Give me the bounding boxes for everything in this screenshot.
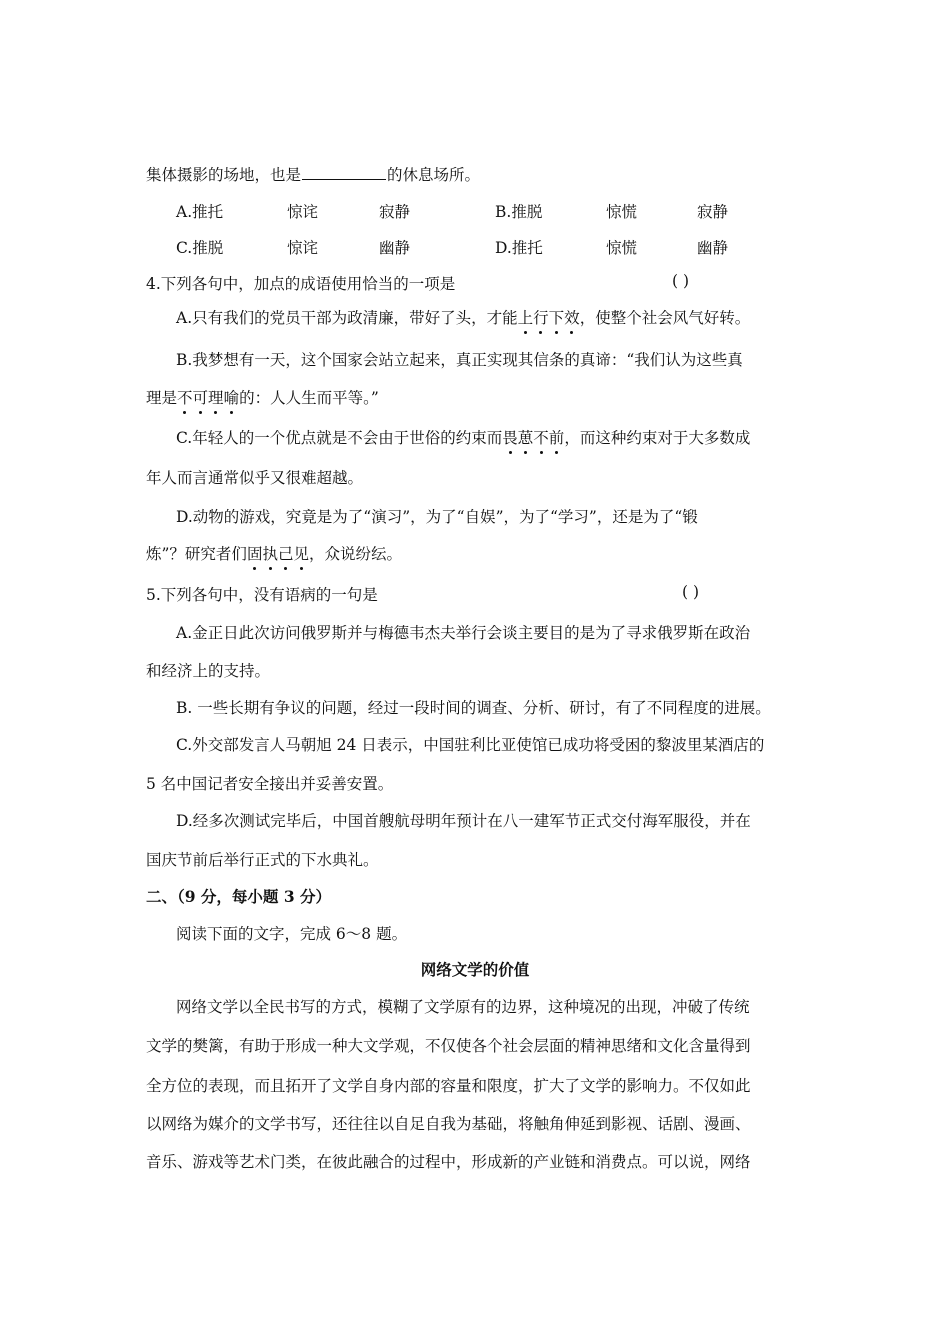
q4-option-a (176, 306, 750, 328)
q3-option-b-word3: 寂静 (697, 203, 729, 221)
q3-stem-tail (146, 163, 480, 185)
emphasis-dotted-char: 执 (262, 545, 278, 563)
q5-option-d-line1: D.经多次测试完毕后，中国首艘航母明年预计在八一建军节正式交付海军服役，并在 (176, 812, 751, 830)
emphasis-dotted-char: 可 (192, 389, 209, 407)
emphasis-dotted-char: 葸 (517, 429, 534, 447)
emphasis-dotted-char: 不 (177, 389, 193, 407)
q4-c-dotted-idiom (502, 429, 564, 447)
q4-b-text-end: 的：人人生而平等。” (239, 389, 379, 407)
q3-option-c-word2: 惊诧 (287, 239, 319, 257)
q5-stem: 5.下列各句中，没有语病的一句是 (146, 586, 378, 604)
q3-option-b-word2: 惊慌 (606, 203, 638, 221)
q3-stem-text-end: 的休息场所。 (387, 166, 481, 184)
q4-d-text: 炼”？研究者们 (146, 545, 247, 563)
q4-a-text: A.只有我们的党员干部为政清廉，带好了头，才能 (176, 309, 518, 327)
q4-d-text-end: ，众说纷纭。 (309, 545, 403, 563)
passage-line: 以网络为媒介的文学书写，还往往以自足自我为基础，将触角伸延到影视、话剧、漫画、 (146, 1115, 751, 1133)
q5-option-d-line2: 国庆节前后举行正式的下水典礼。 (146, 851, 379, 869)
q3-option-c-word3: 幽静 (379, 239, 411, 257)
q4-b-dotted-idiom (177, 389, 239, 407)
q4-c-text: C.年轻人的一个优点就是不会由于世俗的约束而 (176, 429, 503, 447)
emphasis-dotted-char: 理 (208, 389, 224, 407)
q3-option-a-word3: 寂静 (379, 203, 411, 221)
q4-b-text: 理是 (146, 389, 178, 407)
emphasis-dotted-char: 行 (533, 309, 549, 327)
q3-option-a-word2: 惊诧 (287, 203, 319, 221)
q3-option-a-label: A.推托 (176, 203, 224, 221)
emphasis-dotted-char: 喻 (223, 389, 240, 407)
q4-stem: 4.下列各句中，加点的成语使用恰当的一项是 (146, 275, 456, 293)
section-instruction: 阅读下面的文字，完成 6～8 题。 (176, 925, 408, 943)
passage-line: 网络文学以全民书写的方式，模糊了文学原有的边界，这种境况的出现，冲破了传统 (176, 998, 750, 1016)
q4-option-c-line1 (176, 426, 750, 448)
emphasis-dotted-char: 不 (533, 429, 549, 447)
q5-option-a-line2: 和经济上的支持。 (146, 662, 271, 680)
answer-blank (302, 165, 386, 180)
q3-option-d-word3: 幽静 (697, 239, 729, 257)
q5-option-c-line1: C.外交部发言人马朝旭 24 日表示，中国驻利比亚使馆已成功将受困的黎波里某酒店的 (176, 736, 765, 754)
q4-a-text-end: ，使整个社会风气好转。 (579, 309, 751, 327)
emphasis-dotted-char: 前 (548, 429, 565, 447)
emphasis-dotted-char: 下 (548, 309, 565, 327)
q4-option-b-line2 (146, 386, 379, 408)
section-heading: 二、（9 分，每小题 3 分） (146, 887, 332, 906)
passage-line: 音乐、游戏等艺术门类，在彼此融合的过程中，形成新的产业链和消费点。可以说，网络 (146, 1153, 751, 1171)
q4-a-dotted-idiom (518, 309, 580, 327)
q4-answer-paren: ( ) (672, 272, 690, 290)
emphasis-dotted-char: 见 (293, 545, 309, 563)
q5-option-b-line1: B. 一些长期有争议的问题，经过一段时间的调查、分析、研讨，有了不同程度的进展。 (176, 699, 771, 717)
q3-option-c-label: C.推脱 (176, 239, 224, 257)
q3-option-d-word2: 惊慌 (606, 239, 638, 257)
emphasis-dotted-char: 效 (564, 309, 580, 327)
passage-title: 网络文学的价值 (420, 960, 530, 979)
q5-answer-paren: ( ) (682, 583, 700, 601)
q4-option-d-line1: D.动物的游戏，究竟是为了“演习”，为了“自娱”，为了“学习”，还是为了“锻 (176, 508, 698, 526)
emphasis-dotted-char: 己 (277, 545, 294, 563)
q3-option-d-label: D.推托 (495, 239, 543, 257)
q4-option-c-line2: 年人而言通常似乎又很难超越。 (146, 469, 364, 487)
q4-d-dotted-idiom (247, 545, 309, 563)
q4-option-b-line1: B.我梦想有一天，这个国家会站立起来，真正实现其信条的真谛：“我们认为这些真 (176, 351, 743, 369)
emphasis-dotted-char: 固 (246, 545, 263, 563)
passage-line: 全方位的表现，而且拓开了文学自身内部的容量和限度，扩大了文学的影响力。不仅如此 (146, 1077, 751, 1095)
q5-option-a-line1: A.金正日此次访问俄罗斯并与梅德韦杰夫举行会谈主要目的是为了寻求俄罗斯在政治 (176, 624, 751, 642)
q4-option-d-line2 (146, 542, 402, 564)
emphasis-dotted-char: 畏 (502, 429, 518, 447)
q4-c-text-end: ，而这种约束对于大多数成 (564, 429, 751, 447)
q3-stem-text: 集体摄影的场地，也是 (146, 166, 302, 184)
q5-option-c-line2: 5 名中国记者安全接出并妥善安置。 (146, 775, 394, 793)
q3-option-b-label: B.推脱 (495, 203, 543, 221)
passage-line: 文学的樊篱，有助于形成一种大文学观，不仅使各个社会层面的精神思绪和文化含量得到 (146, 1037, 751, 1055)
emphasis-dotted-char: 上 (517, 309, 534, 327)
